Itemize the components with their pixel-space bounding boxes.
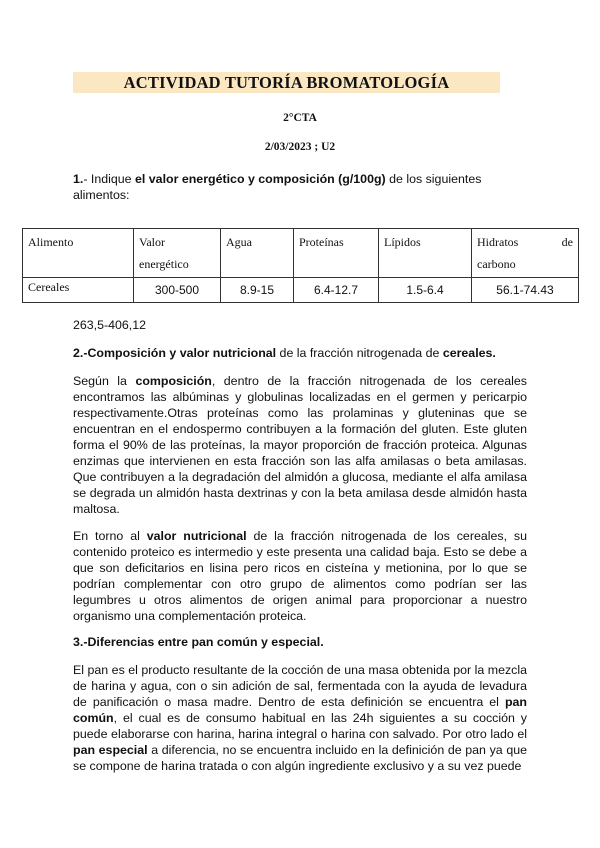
paragraph-bread: El pan es el producto resultante de la cocción de una masa obtenida por la mezcla de harina y agua, con o sin adición de sal, fermentada con la ayuda de levadura de panificación o masa madre. Dentro de esta definición se encuentra el pan común, el cual es de consumo habitual en las 24h siguientes a su cocción y puede elaborarse con harina, harina integral o harina con salvado. Por otro lado el pan especial a diferencia, no se encuentra incluido en la definición de pan ya que se compone de harina tratada o con algún ingrediente exclusivo y a su vez puede <box>73 663 527 773</box>
table-cell: 6.4-12.7 <box>294 278 379 303</box>
date-unit: 2/03/2023 ; U2 <box>264 141 336 153</box>
table-cell: 56.1-74.43 <box>472 278 579 303</box>
energy-note: 263,5-406,12 <box>73 318 147 332</box>
course-label: 2°CTA <box>283 112 317 124</box>
table-cell: 300-500 <box>134 278 221 303</box>
paragraph-composition: Según la composición, dentro de la fracción nitrogenada de los cereales encontramos las albúminas y globulinas localizadas en el germen y pericarpio respectivamente.Otras proteínas como las prolaminas y gluteninas que se encuentran en el endospermo contribuyen a la formación del gluten. Este gluten forma el 90% de las proteínas, la mayor proporción de fracción proteica. Algunas enzimas que intervienen en esta fracción son las alfa amilasas o beta amilasas. Que contribuyen a la degradación del almidón a glucosa, mediante el alfa amilasa se degrada un almidón hasta dextrinas y con la beta amilasa desde almidón hasta maltosa. <box>73 374 527 516</box>
question-3: 3.-Diferencias entre pan común y especial. <box>73 635 324 649</box>
table-row <box>23 278 579 303</box>
table-header: Valor energético <box>134 229 221 278</box>
table-header: Agua <box>221 229 294 278</box>
table-cell: 1.5-6.4 <box>379 278 472 303</box>
table-header: Alimento <box>23 229 134 278</box>
document-title: ACTIVIDAD TUTORÍA BROMATOLOGÍA <box>73 72 500 93</box>
paragraph-nutritional-value: En torno al valor nutricional de la fracción nitrogenada de los cereales, su contenido proteico es intermedio y este presenta una calidad baja. Esto se debe a que son deficitarios en lisina pero ricos en cisteína y metionina, por lo que se podrían complementar con otro grupo de alimentos como podrían ser las legumbres u otros alimentos de origen animal para proporcionar a nuestro organismo una complementación proteica. <box>73 529 527 623</box>
table-header: Hidratos de carbono <box>472 229 579 278</box>
table-header: Lípidos <box>379 229 472 278</box>
table-cell: Cereales <box>23 278 134 303</box>
question-1: 1.- Indique el valor energético y composición (g/100g) de los siguientes alimentos: <box>73 172 482 202</box>
question-2: 2.-Composición y valor nutricional de la fracción nitrogenada de cereales. <box>73 346 496 360</box>
table-header: Proteínas <box>294 229 379 278</box>
table-header-row <box>23 229 579 278</box>
table-cell: 8.9-15 <box>221 278 294 303</box>
composition-table <box>22 228 579 303</box>
